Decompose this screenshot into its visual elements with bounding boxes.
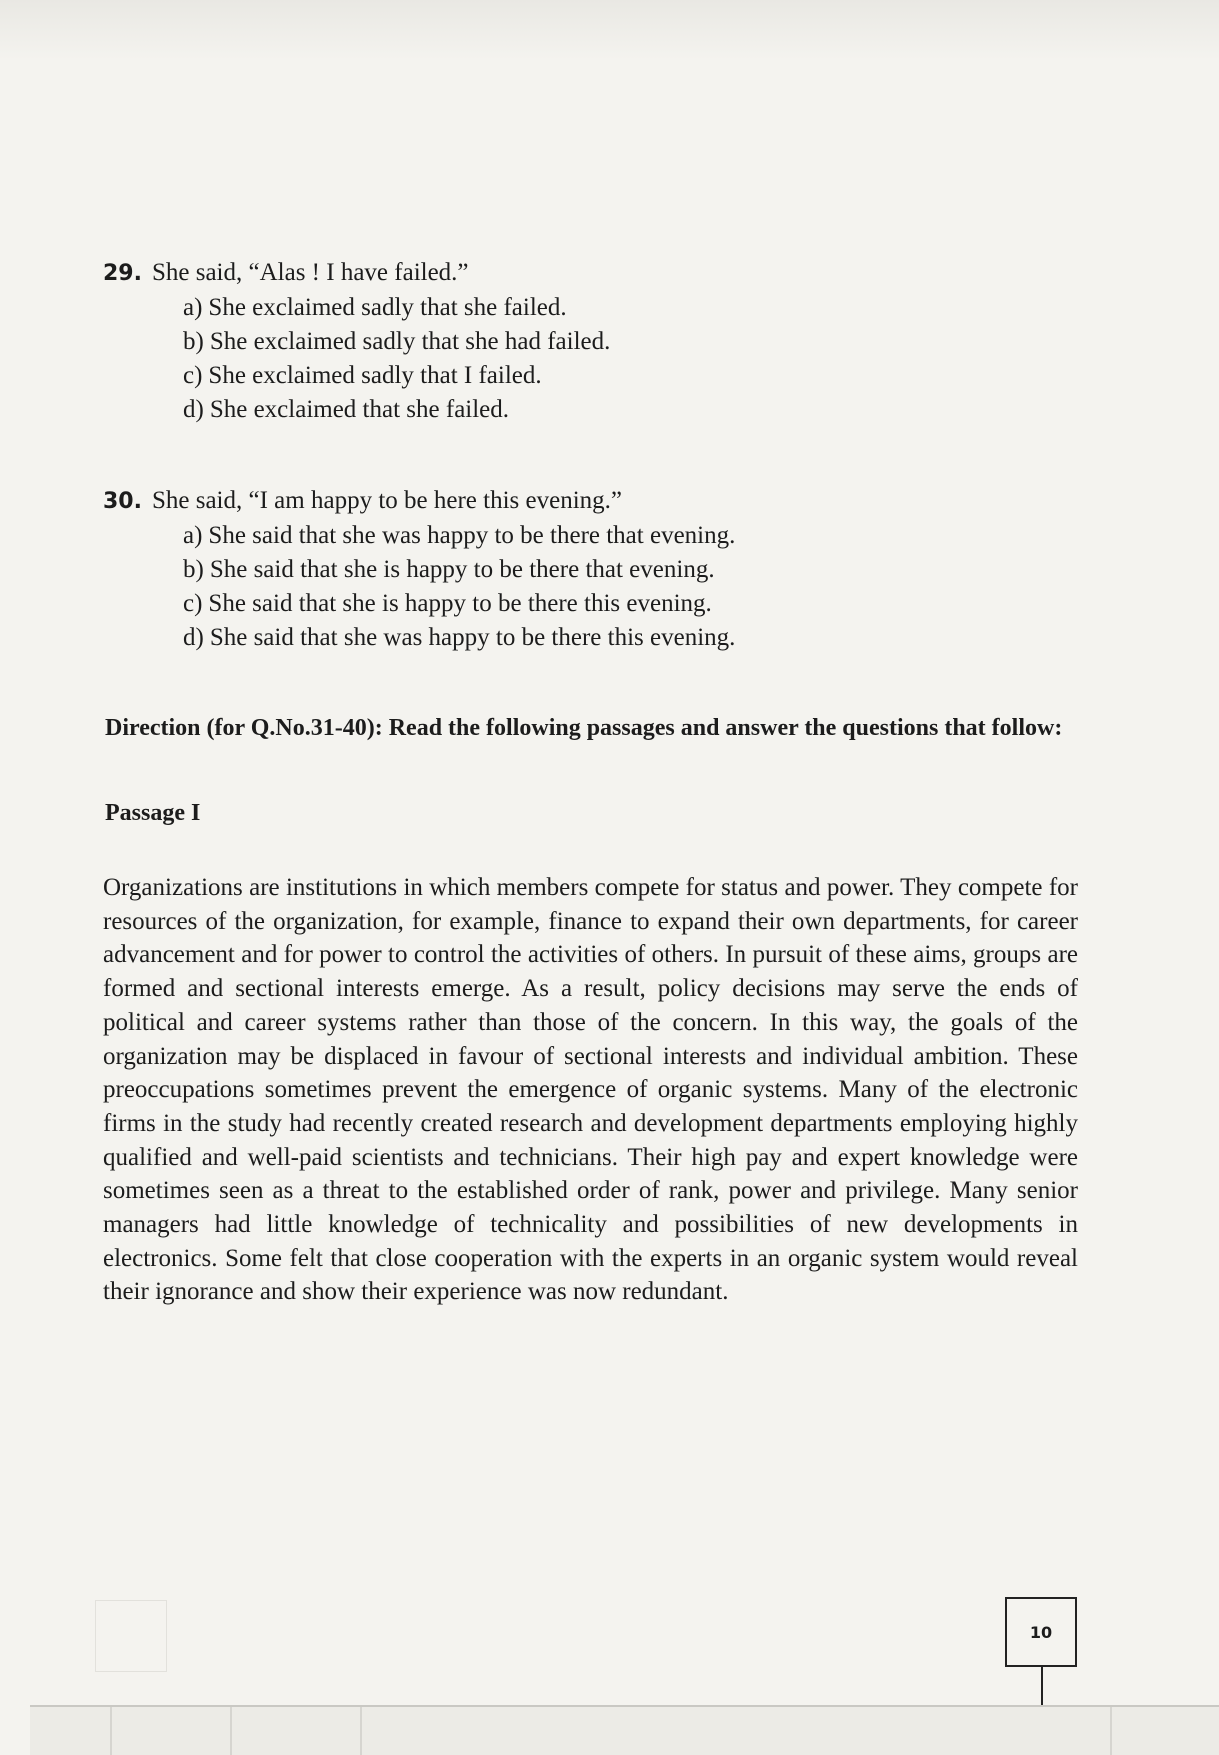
option-a: a) She exclaimed sadly that she failed. (183, 294, 567, 321)
question-30 (103, 484, 1103, 655)
page-number-stem (1041, 1667, 1043, 1707)
question-29 (103, 256, 1103, 427)
scan-tick (360, 1707, 362, 1755)
question-stem (103, 484, 1103, 519)
scan-top-edge (0, 0, 1219, 60)
question-number: 30. (103, 489, 142, 514)
option-list (103, 519, 1103, 655)
option-a: a) She said that she was happy to be there that evening. (183, 522, 736, 549)
option-c: c) She said that she is happy to be there this evening. (183, 590, 712, 617)
question-text: She said, “I am happy to be here this evening.” (151, 487, 622, 514)
direction-text: Direction (for Q.No.31-40): Read the following passages and answer the questions that follow: (105, 715, 1063, 741)
option-d: d) She exclaimed that she failed. (183, 396, 510, 423)
option-list (103, 291, 1103, 427)
option-b: b) She said that she is happy to be there that evening. (183, 556, 715, 583)
scan-bottom-edge (30, 1705, 1219, 1755)
question-number: 29. (103, 261, 142, 286)
question-stem (103, 256, 1103, 291)
scan-tick (1110, 1707, 1112, 1755)
passage-title: Passage I (105, 800, 201, 826)
passage-body: Organizations are institutions in which members compete for status and power. They compete for resources of the organization, for example, finance to expand their own departments, for career advancement and for power to control the activities of others. In pursuit of these aims, groups are formed and sectional interests emerge. As a result, policy decisions may serve the ends of political and career systems rather than those of the concern. In this way, the goals of the organization may be displaced in favour of sectional interests and individual ambition. These preoccupations sometimes prevent the emergence of organic systems. Many of the electronic firms in the study had recently created research and development departments employing highly qualified and well-paid scientists and technicians. Their high pay and expert knowledge were sometimes seen as a threat to the established order of rank, power and privilege. Many senior managers had little knowledge of technicality and possibilities of new developments in electronics. Some felt that close cooperation with the experts in an organic system would reveal their ignorance and show their experience was now redundant. (103, 874, 1078, 1306)
faint-margin-box (95, 1600, 167, 1672)
option-c: c) She exclaimed sadly that I failed. (183, 362, 542, 389)
option-d: d) She said that she was happy to be there this evening. (183, 624, 736, 651)
scan-tick (110, 1707, 112, 1755)
question-text: She said, “Alas ! I have failed.” (151, 259, 469, 286)
scan-tick (230, 1707, 232, 1755)
option-b: b) She exclaimed sadly that she had failed. (183, 328, 611, 355)
page-number: 10 (1005, 1597, 1077, 1667)
